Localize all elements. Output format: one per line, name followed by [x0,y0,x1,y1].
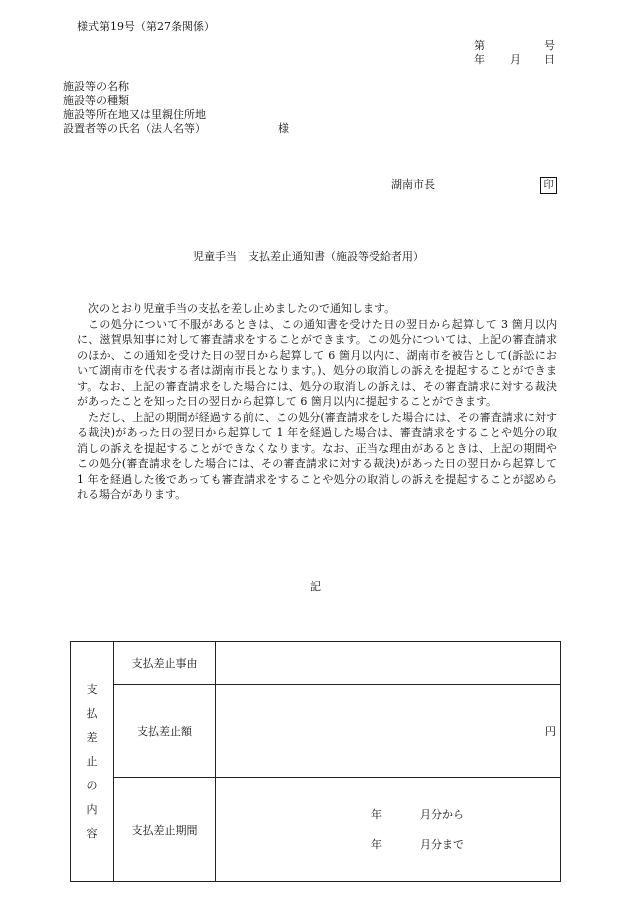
amount-unit: 円 [545,725,556,738]
body-paragraph: ただし、上記の期間が経過する前に、この処分(審査請求をした場合には、その審査請求に対する裁決)があった日の翌日から起算して 1 年を経過した場合は、審査請求をすることや処分の取消しの訴えを提起することができなくなります。なお、正当な理由があるときは、上記の期間やこの処分(審査請求をした場合には、その審査請求に対する裁決)があった日の翌日から起算して 1 年を経過した後であっても審査請求をすることや処分の取消しの訴えを提起することが認められる場合があります。 [77,410,557,501]
group-label-char: 払 [86,706,98,720]
period-value [216,778,561,882]
body-paragraph: 次のとおり児童手当の支払を差し止めましたので通知します。 [88,302,396,315]
period-from-month: 月分から [420,808,464,821]
founder-name-label: 設置者等の氏名（法人名等） [63,122,206,135]
sender-title: 湖南市長 [391,178,435,191]
ki-heading: 記 [310,580,321,593]
honorific: 様 [278,122,289,135]
group-label-char: の [86,778,98,792]
table-row [71,778,561,882]
document-title: 児童手当 支払差止通知書（施設等受給者用） [193,250,424,263]
reason-value [216,642,561,685]
group-label-char: 内 [86,802,98,816]
group-label-char: 止 [86,754,98,768]
date-year: 年 [474,53,485,66]
period-from-year: 年 [371,808,382,821]
seal-mark: 印 [540,177,557,194]
doc-number-prefix: 第 [474,39,485,52]
amount-value [216,685,561,778]
date-month: 月 [510,53,521,66]
period-label: 支払差止期間 [114,778,216,882]
facility-type-label: 施設等の種類 [63,94,129,107]
facility-name-label: 施設等の名称 [63,80,129,93]
reason-label: 支払差止事由 [114,642,216,685]
doc-number-suffix: 号 [544,39,555,52]
amount-label: 支払差止額 [114,685,216,778]
table-row [71,642,561,685]
group-label-char: 差 [86,730,98,744]
table-row [71,685,561,778]
facility-address-label: 施設等所在地又は里親住所地 [63,108,206,121]
detail-table [70,641,561,882]
date-day: 日 [544,53,555,66]
period-to-year: 年 [371,838,382,851]
body-paragraph: この処分について不服があるときは、この通知書を受けた日の翌日から起算して 3 箇月以内に、滋賀県知事に対して審査請求をすることができます。この処分については、上記の審査請求のほか、この通知を受けた日の翌日から起算して 6 箇月以内に、湖南市を被告として(訴訟において湖南市を代表する者は湖南市長となります。)、処分の取消しの訴えを提起することができます。なお、上記の審査請求をした場合には、処分の取消しの訴えは、その審査請求に対する裁決があったことを知った日の翌日から起算して 6 箇月以内に提起することができます。 [77,317,557,408]
group-label-char: 支 [86,682,98,696]
body-text [77,301,557,503]
period-to-month: 月分まで [420,838,464,851]
form-number: 様式第19号（第27条関係） [77,20,215,33]
group-label-char: 容 [86,826,98,840]
group-label [71,642,114,882]
